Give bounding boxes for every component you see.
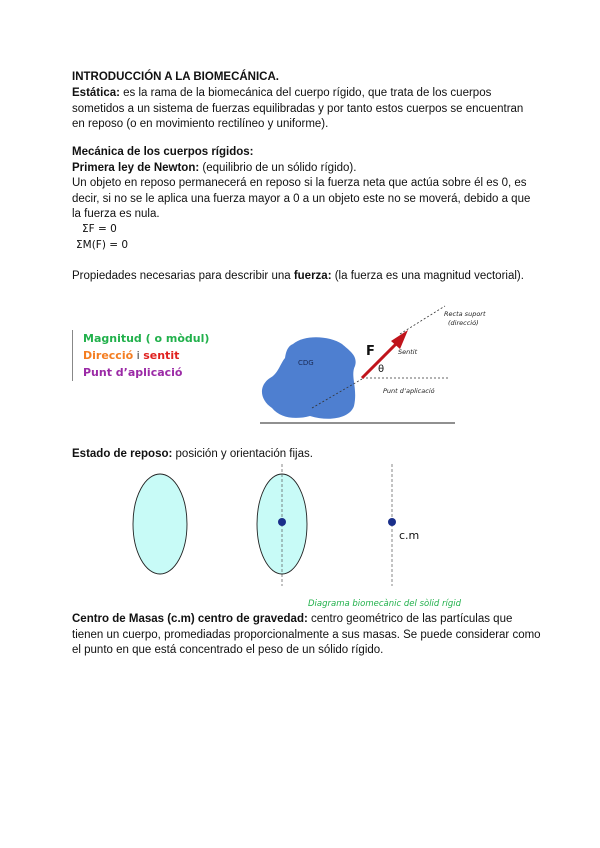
centro-paragraph xyxy=(72,612,542,659)
bodies-diagram xyxy=(120,462,500,610)
force-diagram xyxy=(250,296,490,428)
equation-sum-forces: ΣF = 0 xyxy=(82,223,117,235)
newton-line xyxy=(72,161,534,177)
theta-label: θ xyxy=(378,364,385,375)
direccio-item: Direcció i sentit xyxy=(83,349,180,362)
newton-body: Un objeto en reposo permanecerá en reposo si la fuerza neta que actúa sobre él es 0, es decir, si no se le aplica una fuerza mayor a 0 a un objeto este no se moverá, debido a que la fuerza es nula. xyxy=(72,177,531,220)
reposo-line: Estado de reposo: posición y orientación fijas. xyxy=(72,448,313,460)
cm-label: c.m xyxy=(399,529,420,542)
page-title: INTRODUCCIÓN A LA BIOMECÁNICA. xyxy=(72,71,279,83)
estatica-label: Estática: xyxy=(72,87,120,99)
propiedades-line: Propiedades necesarias para describir una fuerza: (la fuerza es una magnitud vectorial). xyxy=(72,270,524,282)
rigid-body-blob xyxy=(262,337,356,419)
cdg-label: CDG xyxy=(298,359,314,367)
sentit-label: Sentit xyxy=(398,348,418,356)
diagram-caption: Diagrama biomecànic del sòlid rígid xyxy=(308,599,462,609)
centro-text: centro geométrico de las partículas que tienen un cuerpo, promediadas proporcionalmente a sus masas. Se puede considerar como el punto en que está concentrado el peso de un sólido rígido. xyxy=(72,613,541,656)
ellipse-cm-dot xyxy=(278,518,286,526)
equation-sum-moments: ΣM(F) = 0 xyxy=(76,239,129,251)
force-f-label: F xyxy=(366,344,375,359)
newton-text: (equilibrio de un sólido rígido). xyxy=(199,162,357,174)
punt-item: Punt d’aplicació xyxy=(83,366,183,379)
force-properties-list xyxy=(72,330,209,381)
estatica-text: es la rama de la biomecánica del cuerpo rígido, que trata de los cuerpos sometidos a un sistema de fuerzas equilibradas y por tanto estos cuerpos se encuentran en reposo (o en movimiento rectilíneo y uniforme). xyxy=(72,87,524,130)
punt-aplicacio-label: Punt d’aplicació xyxy=(383,387,435,395)
direccio-label: (direcció) xyxy=(448,319,479,327)
magnitud-item: Magnitud ( o mòdul) xyxy=(83,332,210,345)
recta-suport-label: Recta suport xyxy=(444,310,486,318)
support-line-upper xyxy=(400,306,445,334)
ellipse-body-plain xyxy=(133,474,187,574)
estatica-paragraph xyxy=(72,86,534,133)
newton-label: Primera ley de Newton: xyxy=(72,162,200,174)
centro-label: Centro de Masas (c.m) centro de gravedad: xyxy=(72,613,308,625)
mecanica-heading: Mecánica de los cuerpos rígidos: xyxy=(72,146,254,158)
cm-dot xyxy=(388,518,396,526)
